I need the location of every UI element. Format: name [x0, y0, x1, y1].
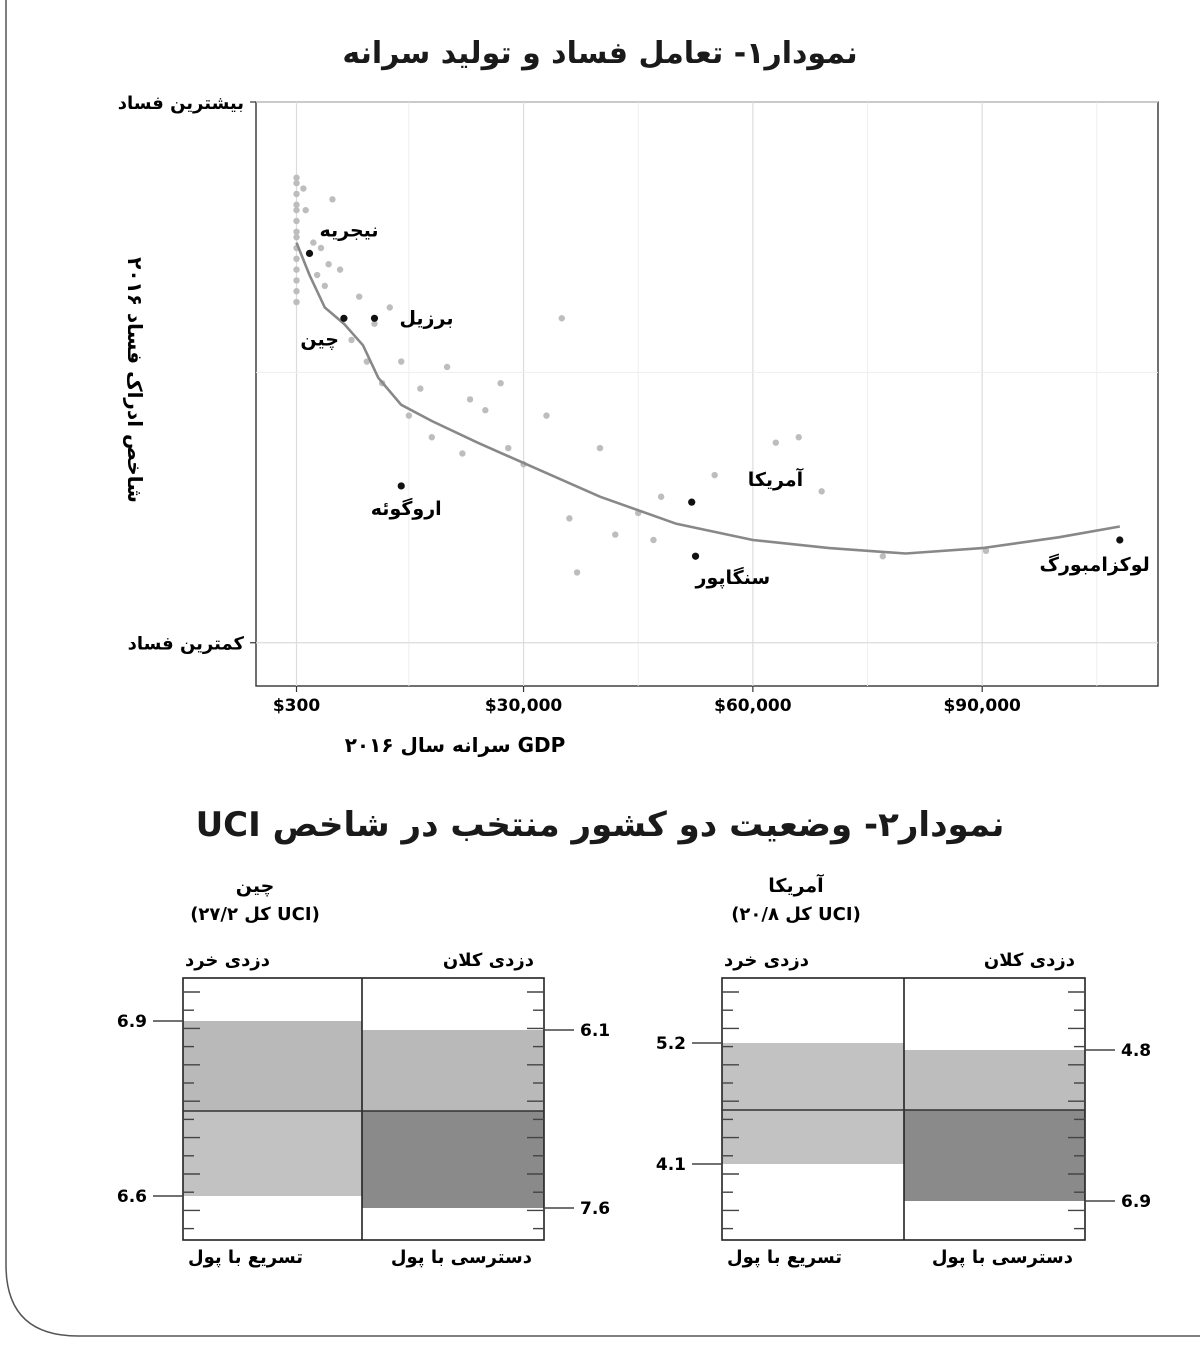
scatter-point [329, 196, 335, 202]
value-label: 4.1 [655, 1155, 686, 1175]
labeled-point [1116, 536, 1123, 543]
scatter-point [302, 207, 308, 213]
y-axis-label: شاخص ادراک فساد ۲۰۱۶ [123, 257, 147, 503]
scatter-point [322, 283, 328, 289]
scatter-point [293, 288, 299, 294]
point-label: لوکزامبورگ [1039, 554, 1150, 576]
scatter-point [482, 407, 488, 413]
scatter-point [612, 531, 618, 537]
labeled-point [398, 482, 405, 489]
uci-panels [117, 873, 1151, 1268]
scatter-point [348, 337, 354, 343]
scatter-point [566, 515, 572, 521]
uci-box-upper-left [183, 1021, 362, 1111]
y-tick-label: بیشترین فساد [117, 93, 244, 114]
x-tick-label: $30,000 [484, 696, 563, 716]
scatter-point [818, 488, 824, 494]
value-label: 6.9 [116, 1012, 147, 1032]
scatter-point [314, 272, 320, 278]
x-tick-label: $90,000 [943, 696, 1021, 716]
header-right: دزدی کلان [442, 950, 534, 971]
uci-panel [656, 873, 1151, 1268]
footer-right: دسترسی با پول [390, 1247, 532, 1268]
point-label: برزیل [399, 307, 454, 330]
uci-box-upper-left [722, 1043, 904, 1110]
point-label: سنگاپور [695, 567, 771, 590]
scatter-point [406, 412, 412, 418]
point-label: آمریکا [747, 469, 804, 492]
labeled-point [692, 553, 699, 560]
header-left: دزدی خرد [724, 950, 810, 971]
uci-box-upper-right [362, 1030, 544, 1111]
uci-box-lower-left [183, 1111, 362, 1196]
scatter-point [543, 412, 549, 418]
value-label: 6.1 [580, 1021, 611, 1041]
scatter-point [880, 553, 886, 559]
scatter-point [337, 266, 343, 272]
scatter-point [293, 277, 299, 283]
scatter-point [398, 358, 404, 364]
scatter-point [293, 191, 299, 197]
scatter-point [574, 569, 580, 575]
value-label: 6.9 [1121, 1192, 1152, 1212]
scatter-point [293, 234, 299, 240]
scatter-point [417, 385, 423, 391]
labeled-point [688, 499, 695, 506]
scatter-point [467, 396, 473, 402]
scatter-point [325, 261, 331, 267]
panel-country: چین [235, 875, 275, 897]
scatter-point [459, 450, 465, 456]
point-label: اروگوئه [370, 497, 442, 520]
scatter-chart [118, 93, 1158, 757]
scatter-point [387, 304, 393, 310]
header-left: دزدی خرد [185, 950, 271, 971]
labeled-point [306, 250, 313, 257]
labeled-point [371, 315, 378, 322]
scatter-point [796, 434, 802, 440]
scatter-point [310, 239, 316, 245]
uci-box-lower-right [904, 1110, 1085, 1201]
value-label: 6.6 [116, 1187, 147, 1207]
footer-left: تسریع با پول [188, 1247, 304, 1268]
scatter-point [300, 185, 306, 191]
scatter-point [597, 445, 603, 451]
y-tick-label: کمترین فساد [127, 633, 244, 655]
scatter-point [293, 180, 299, 186]
scatter-point [356, 293, 362, 299]
scatter-point [429, 434, 435, 440]
panel-country: آمریکا [768, 875, 824, 897]
scatter-point [658, 494, 664, 500]
scatter-point [497, 380, 503, 386]
x-axis-label: GDP سرانه سال ۲۰۱۶ [344, 733, 566, 757]
scatter-point [293, 207, 299, 213]
labeled-point [340, 315, 347, 322]
scatter-point [650, 537, 656, 543]
scatter-point [773, 439, 779, 445]
x-tick-label: $300 [272, 696, 321, 716]
value-label: 5.2 [655, 1034, 686, 1054]
footer-right: دسترسی با پول [931, 1247, 1073, 1268]
scatter-point [711, 472, 717, 478]
scatter-point [559, 315, 565, 321]
scatter-point [293, 266, 299, 272]
scatter-point [505, 445, 511, 451]
point-label: چین [300, 328, 339, 351]
panel-subtitle: (UCI کل ۲۷/۲) [190, 904, 320, 925]
uci-box-upper-right [904, 1050, 1085, 1110]
value-label: 7.6 [580, 1199, 611, 1219]
uci-box-lower-left [722, 1110, 904, 1164]
chart1-title: نمودار۱- تعامل فساد و تولید سرانه [342, 36, 858, 71]
x-tick-label: $60,000 [714, 696, 792, 716]
scatter-point [293, 218, 299, 224]
uci-box-lower-right [362, 1111, 544, 1208]
panel-subtitle: (UCI کل ۲۰/۸) [731, 904, 861, 925]
footer-left: تسریع با پول [727, 1247, 843, 1268]
scatter-point [293, 256, 299, 262]
scatter-point [293, 299, 299, 305]
value-label: 4.8 [1121, 1041, 1152, 1061]
uci-panel [117, 875, 610, 1268]
scatter-point [318, 245, 324, 251]
point-label: نیجریه [319, 219, 379, 242]
chart2-title: نمودار۲- وضعیت دو کشور منتخب در شاخص UCI [195, 805, 1005, 845]
header-right: دزدی کلان [983, 950, 1075, 971]
scatter-point [444, 364, 450, 370]
x-axis [273, 686, 1021, 716]
